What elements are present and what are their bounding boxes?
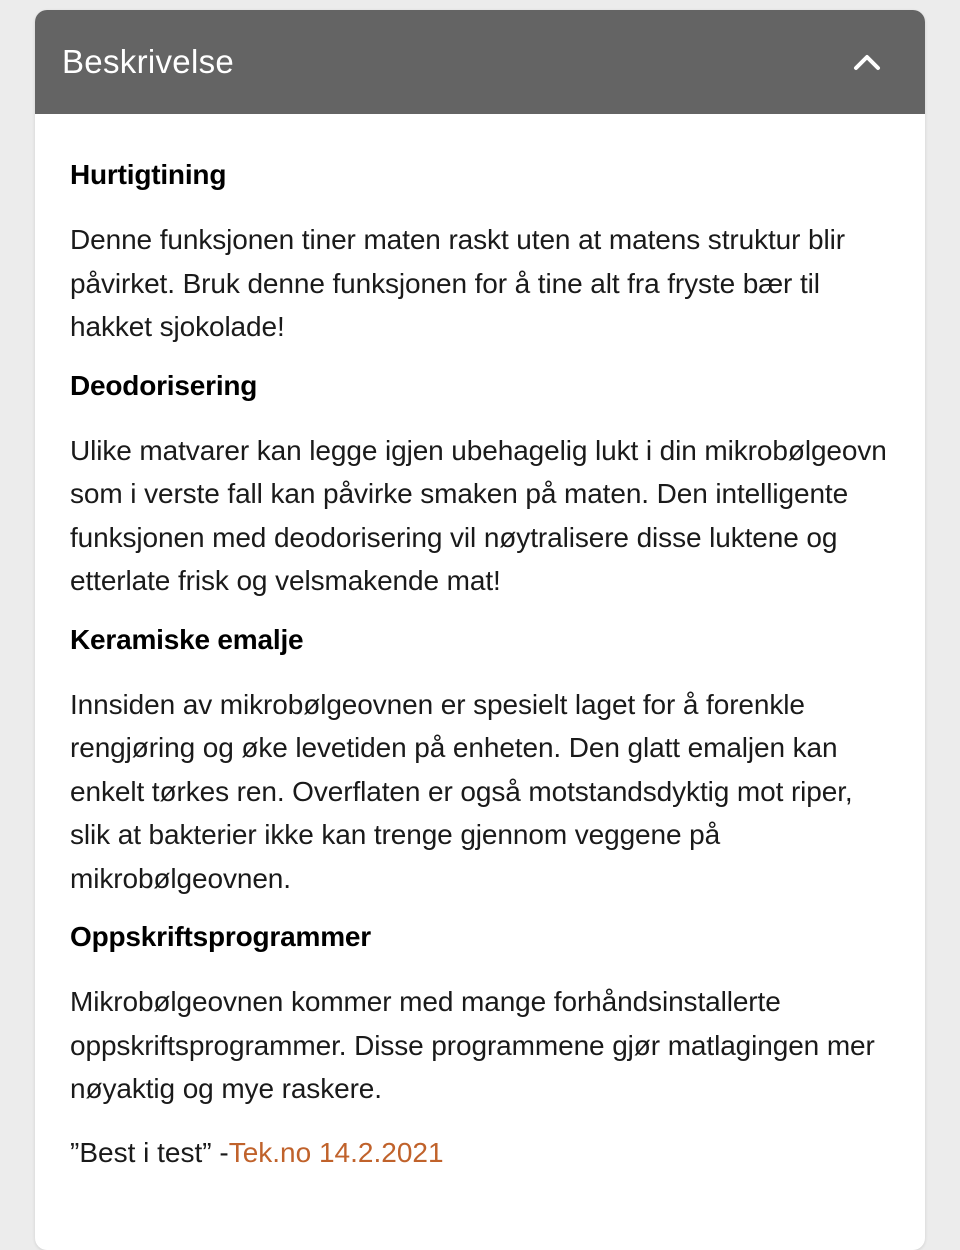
description-panel-body bbox=[35, 114, 925, 1174]
chevron-up-icon[interactable] bbox=[852, 52, 882, 72]
section-text-keramiske-emalje: Innsiden av mikrobølgeovnen er spesielt laget for å forenkle rengjøring og øke levetiden på enheten. Den glatt emaljen kan enkelt tørkes ren. Overflaten er også motstandsdyktig mot riper, slik at bakterier ikke kan trenge gjennom veggene på mikrobølgeovnen. bbox=[70, 688, 853, 894]
section-heading-oppskriftsprogrammer: Oppskriftsprogrammer bbox=[70, 921, 371, 952]
description-panel bbox=[35, 10, 925, 1250]
section-text-deodorisering: Ulike matvarer kan legge igjen ubehagelig lukt i din mikrobølgeovn som i verste fall kan påvirke smaken på maten. Den intelligente funksjonen med deodorisering vil nøytralisere disse luktene og etterlate frisk og velsmakende mat! bbox=[70, 434, 887, 596]
section-heading-keramiske-emalje: Keramiske emalje bbox=[70, 623, 304, 655]
quote-source-link[interactable]: Tek.no 14.2.2021 bbox=[228, 1136, 444, 1168]
quote-text: ”Best i test” - bbox=[70, 1136, 229, 1168]
test-quote bbox=[70, 1131, 890, 1175]
section-text-hurtigtining: Denne funksjonen tiner maten raskt uten at matens struktur blir påvirket. Bruk denne funksjonen for å tine alt fra fryste bær til hakket sjokolade! bbox=[70, 224, 845, 342]
description-panel-header[interactable] bbox=[35, 10, 925, 114]
section-text-oppskriftsprogrammer: Mikrobølgeovnen kommer med mange forhåndsinstallerte oppskriftsprogrammer. Disse programmene gjør matlagingen mer nøyaktig og mye raskere. bbox=[70, 986, 875, 1104]
panel-title: Beskrivelse bbox=[62, 43, 235, 80]
section-heading-hurtigtining: Hurtigtining bbox=[70, 159, 227, 190]
section-heading-deodorisering: Deodorisering bbox=[70, 369, 258, 401]
